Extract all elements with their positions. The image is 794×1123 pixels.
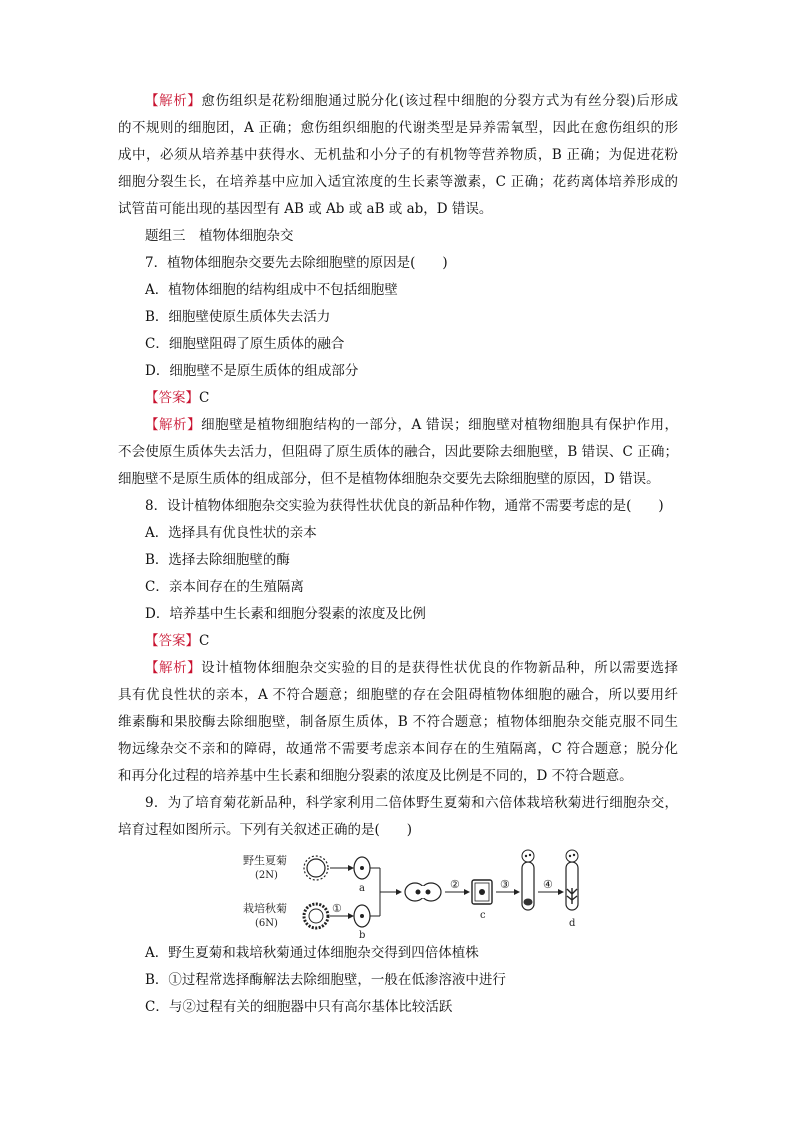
worksheet-page [118, 88, 678, 1021]
q6-analysis-line: 细胞分裂生长，在培养基中应加入适宜浓度的生长素等激素，C 正确；花药离体培养形成的 [118, 174, 678, 190]
step-3-label: ③ [500, 878, 510, 891]
fused-cell-icon [405, 883, 441, 901]
analysis-tag: 【解析】 [145, 660, 202, 676]
q9-option-b: B．①过程常选择酶解法去除细胞壁，一般在低渗溶液中进行 [145, 972, 506, 988]
hybrid-cell-icon [472, 880, 492, 904]
step-1-label: ① [332, 902, 342, 915]
cultivated-cell-icon [304, 904, 328, 928]
q9-option-a: A．野生夏菊和栽培秋菊通过体细胞杂交得到四倍体植株 [145, 945, 479, 961]
q6-analysis-line: 的不规则的细胞团，A 正确；愈伤组织细胞的代谢类型是异养需氧型，因此在愈伤组织的形 [118, 120, 678, 136]
q9-stem-line: 9．为了培育菊花新品种，科学家利用二倍体野生夏菊和六倍体栽培秋菊进行细胞杂交， [145, 795, 678, 811]
wild-ploidy-label: (2N) [255, 870, 278, 881]
q7-analysis-line: 不会使原生质体失去活力，但阻碍了原生质体的融合，因此要除去细胞壁，B 错误、C 正确； [118, 444, 678, 460]
wild-chrysanthemum-label: 野生夏菊 [243, 854, 287, 867]
protoplast-b-icon [354, 905, 370, 927]
callus-tube-icon [522, 850, 534, 910]
q6-analysis-line: 试管苗可能出现的基因型有 AB 或 Ab 或 aB 或 ab，D 错误。 [118, 201, 493, 217]
q7-option-a: A．植物体细胞的结构组成中不包括细胞壁 [145, 282, 398, 298]
protoplast-a-icon [354, 857, 370, 879]
cell-fusion-figure [118, 844, 678, 940]
q8-analysis-line: 具有优良性状的亲本，A 不符合题意；细胞壁的存在会阻碍植物体细胞的融合，所以要用纤 [118, 687, 678, 703]
plantlet-label: d [569, 918, 576, 929]
cell-fusion-diagram [118, 844, 678, 940]
q6-analysis-line: 成中，必须从培养基中获得水、无机盐和小分子的有机物等营养物质，B 正确；为促进花粉 [118, 147, 678, 163]
wild-cell-icon [304, 856, 328, 880]
q8-option-a: A．选择具有优良性状的亲本 [145, 525, 317, 541]
analysis-tag: 【解析】 [145, 417, 202, 433]
protoplast-a-label: a [359, 883, 365, 894]
answer-tag: 【答案】 [145, 390, 199, 406]
q7-answer: 【答案】C [145, 390, 210, 406]
analysis-tag: 【解析】 [145, 93, 202, 109]
q7-option-d: D．细胞壁不是原生质体的组成部分 [145, 363, 359, 379]
q8-option-c: C．亲本间存在的生殖隔离 [145, 579, 304, 595]
q7-analysis-line: 细胞壁不是原生质体的组成部分，但不是植物体细胞杂交要先去除细胞壁的原因，D 错误。 [118, 471, 660, 487]
q9-option-c: C．与②过程有关的细胞器中只有高尔基体比较活跃 [145, 999, 453, 1015]
q8-option-b: B．选择去除细胞壁的酶 [145, 552, 290, 568]
cultivated-chrysanthemum-label: 栽培秋菊 [243, 902, 287, 915]
protoplast-b-label: b [359, 930, 366, 940]
q8-option-d: D．培养基中生长素和细胞分裂素的浓度及比例 [145, 606, 426, 622]
section-title: 题组三 植物体细胞杂交 [145, 228, 294, 244]
step-4-label: ④ [543, 878, 553, 891]
step-2-label: ② [450, 878, 460, 891]
q8-analysis-line: 【解析】设计植物体细胞杂交实验的目的是获得性状优良的作物新品种，所以需要选择 [145, 660, 679, 676]
hybrid-cell-label: c [480, 910, 486, 921]
q8-analysis-line: 维素酶和果胶酶去除细胞壁，制备原生质体，B 不符合题意；植物体细胞杂交能克服不同生 [118, 714, 678, 730]
q8-answer: 【答案】C [145, 633, 210, 649]
q6-analysis-line: 【解析】愈伤组织是花粉细胞通过脱分化(该过程中细胞的分裂方式为有丝分裂)后形成 [145, 93, 678, 109]
q7-option-b: B．细胞壁使原生质体失去活力 [145, 309, 331, 325]
plantlet-tube-icon [566, 850, 578, 910]
cultivated-ploidy-label: (6N) [255, 918, 278, 929]
q7-stem: 7．植物体细胞杂交要先去除细胞壁的原因是( ) [145, 255, 448, 271]
q8-analysis-line: 和再分化过程的培养基中生长素和细胞分裂素的浓度及比例是不同的，D 不符合题意。 [118, 768, 633, 784]
answer-tag: 【答案】 [145, 633, 199, 649]
q8-stem: 8．设计植物体细胞杂交实验为获得性状优良的新品种作物，通常不需要考虑的是( ) [145, 498, 664, 514]
q7-option-c: C．细胞壁阻碍了原生质体的融合 [145, 336, 345, 352]
q7-analysis-line: 【解析】细胞壁是植物细胞结构的一部分，A 错误；细胞壁对植物细胞具有保护作用， [145, 417, 678, 433]
q8-analysis-line: 物远缘杂交不亲和的障碍，故通常不需要考虑亲本间存在的生殖隔离，C 符合题意；脱分化 [118, 741, 678, 757]
q9-stem-line: 培育过程如图所示。下列有关叙述正确的是( ) [118, 822, 413, 838]
